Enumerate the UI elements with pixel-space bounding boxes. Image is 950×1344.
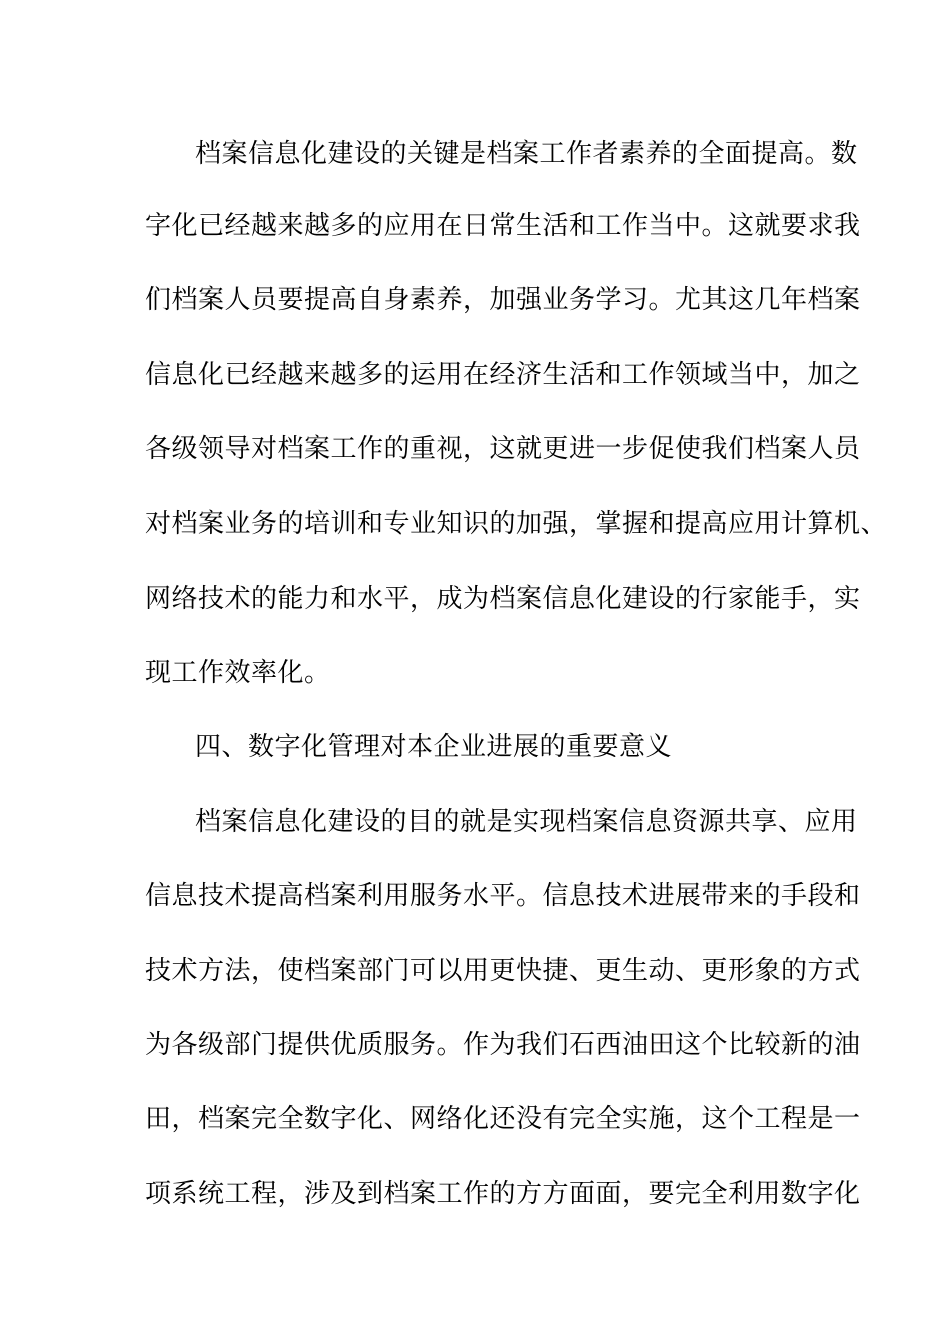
paragraph-1-line-8: 现工作效率化。 — [145, 658, 331, 688]
section-heading: 四、数字化管理对本企业进展的重要意义 — [195, 732, 673, 762]
paragraph-1-line-5: 各级领导对档案工作的重视，这就更进一步促使我们档案人员 — [145, 434, 861, 464]
paragraph-2-line-5: 田，档案完全数字化、网络化还没有完全实施，这个工程是一 — [145, 1104, 861, 1134]
paragraph-1-line-3: 们档案人员要提高自身素养，加强业务学习。尤其这几年档案 — [145, 285, 861, 315]
paragraph-1-line-4: 信息化已经越来越多的运用在经济生活和工作领域当中，加之 — [145, 360, 861, 390]
paragraph-1-line-2: 字化已经越来越多的应用在日常生活和工作当中。这就要求我 — [145, 211, 861, 241]
paragraph-2-line-2: 信息技术提高档案利用服务水平。信息技术进展带来的手段和 — [145, 881, 861, 911]
paragraph-2-line-1: 档案信息化建设的目的就是实现档案信息资源共享、应用 — [195, 807, 858, 837]
paragraph-2-line-3: 技术方法，使档案部门可以用更快捷、更生动、更形象的方式 — [145, 956, 861, 986]
paragraph-1-line-7: 网络技术的能力和水平，成为档案信息化建设的行家能手，实 — [145, 584, 861, 614]
paragraph-1-line-1: 档案信息化建设的关键是档案工作者素养的全面提高。数 — [195, 139, 858, 169]
paragraph-2-line-4: 为各级部门提供优质服务。作为我们石西油田这个比较新的油 — [145, 1030, 861, 1060]
paragraph-2-line-6: 项系统工程，涉及到档案工作的方方面面，要完全利用数字化 — [145, 1179, 861, 1209]
paragraph-1-line-6: 对档案业务的培训和专业知识的加强，掌握和提高应用计算机、 — [145, 509, 888, 539]
